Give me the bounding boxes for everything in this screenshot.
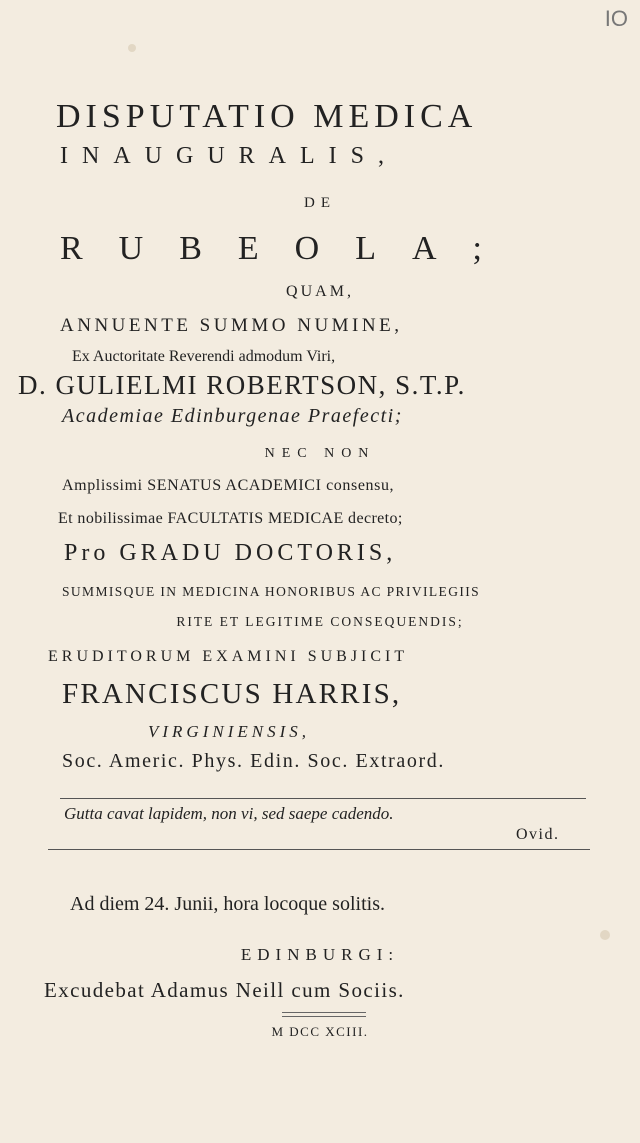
date-line: Ad diem 24. Junii, hora locoque solitis. [70, 893, 385, 915]
title-inauguralis: INAUGURALIS, [60, 143, 398, 169]
subject-rubeola: RUBEOLA; [60, 230, 518, 267]
imprint-double-rule-bottom [282, 1016, 366, 1017]
principal-name: D. GULIELMI ROBERTSON, S.T.P. [18, 370, 466, 400]
facultatis-line: Et nobilissimae FACULTATIS MEDICAE decreto; [58, 510, 403, 527]
rite-line: RITE ET LEGITIME CONSEQUENDIS; [176, 614, 464, 629]
pro-gradu-line: Pro GRADU DOCTORIS, [64, 540, 397, 566]
imprint-double-rule-top [282, 1012, 366, 1013]
summisque-line: SUMMISQUE IN MEDICINA HONORIBUS AC PRIVILEGIIS [62, 584, 481, 599]
auctoritate-line: Ex Auctoritate Reverendi admodum Viri, [72, 348, 336, 365]
academiae-line: Academiae Edinburgenae Praefecti; [62, 405, 403, 427]
imprint-city: EDINBURGI: [240, 945, 400, 964]
imprint-printer: Excudebat Adamus Neill cum Sociis. [44, 978, 405, 1002]
epigraph-bottom-rule [48, 849, 590, 850]
quam-label: QUAM, [286, 283, 354, 300]
annuente-line: ANNUENTE SUMMO NUMINE, [60, 315, 403, 336]
senatus-line: Amplissimi SENATUS ACADEMICI consensu, [62, 477, 395, 494]
author-name: FRANCISCUS HARRIS, [62, 678, 402, 710]
title-disputatio-medica: DISPUTATIO MEDICA [56, 98, 478, 135]
imprint-year: M DCC XCIII. [271, 1024, 369, 1039]
nec-non-label: NEC NON [264, 446, 376, 461]
de-label: DE [304, 195, 336, 211]
author-origin: VIRGINIENSIS, [148, 722, 311, 741]
epigraph-text: Gutta cavat lapidem, non vi, sed saepe cadendo. [64, 804, 394, 823]
epigraph-top-rule [60, 798, 586, 799]
corner-page-mark: IO [604, 6, 628, 31]
eruditorum-line: ERUDITORUM EXAMINI SUBJICIT [48, 648, 409, 665]
epigraph-source: Ovid. [516, 826, 560, 843]
paper-stain [600, 930, 610, 940]
paper-stain [128, 44, 136, 52]
society-line: Soc. Americ. Phys. Edin. Soc. Extraord. [62, 750, 445, 772]
